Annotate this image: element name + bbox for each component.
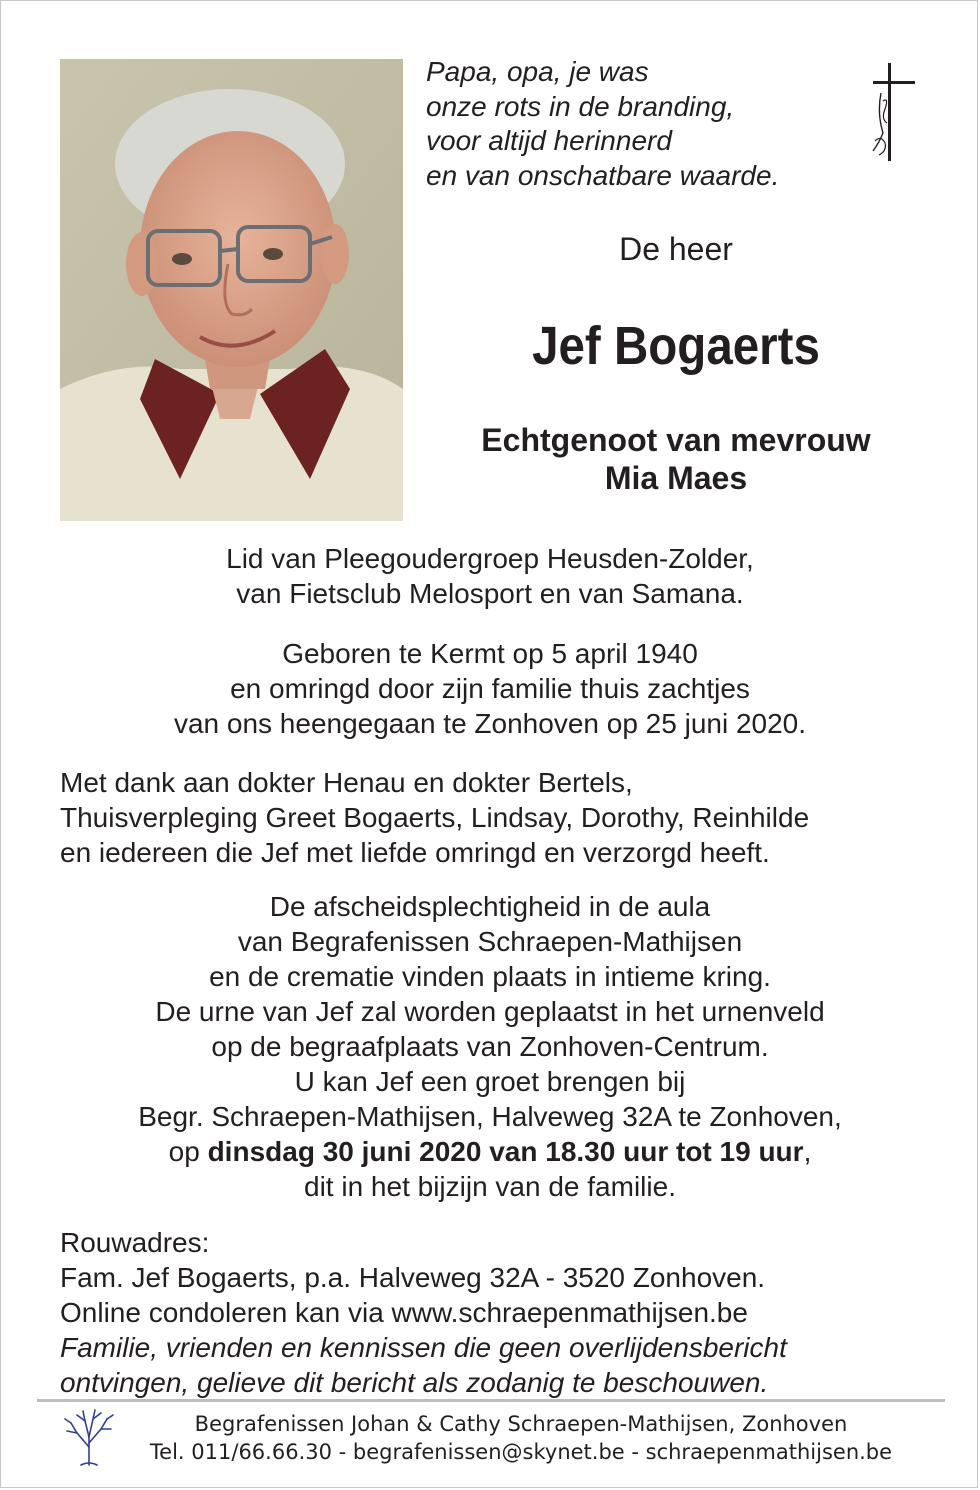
thanks-line: Met dank aan dokter Henau en dokter Bertels, [60, 767, 633, 798]
poem-line: en van onschatbare waarde. [426, 159, 780, 191]
ceremony-line: U kan Jef een groet brengen bij [294, 1066, 686, 1097]
birth-death-info [1, 636, 978, 741]
portrait-photo [60, 59, 403, 521]
thanks-line: Thuisverpleging Greet Bogaerts, Lindsay, Dorothy, Reinhilde [60, 802, 810, 833]
spouse-name: Mia Maes [604, 460, 748, 496]
ceremony-line: De urne van Jef zal worden geplaatst in het urnenveld [155, 996, 825, 1027]
ceremony-info [1, 889, 978, 1204]
tree-logo-icon [61, 1407, 117, 1467]
thanks [60, 765, 960, 870]
membership-line: Lid van Pleegoudergroep Heusden-Zolder, [226, 543, 754, 574]
poem-line: voor altijd herinnerd [426, 125, 672, 156]
ceremony-closing: dit in het bijzijn van de familie. [304, 1171, 676, 1202]
poem-line: onze rots in de branding, [426, 90, 735, 122]
funeral-home-name: Begrafenissen Johan & Cathy Schraepen-Mathijsen, Zonhoven [194, 1412, 848, 1436]
poem [426, 55, 846, 193]
deceased-name: Jef Bogaerts [532, 316, 820, 376]
mourning-label: Rouwadres: [60, 1227, 210, 1258]
ceremony-line: op de begraafplaats van Zonhoven-Centrum. [211, 1031, 769, 1062]
funeral-home-contact: Tel. 011/66.66.30 - begrafenissen@skynet.be - schraepenmathijsen.be [149, 1440, 893, 1464]
visit-date-time: dinsdag 30 juni 2020 van 18.30 uur tot 19 uur [207, 1136, 804, 1167]
ceremony-line: De afscheidsplechtigheid in de aula [269, 891, 711, 922]
ceremony-line: en de crematie vinden plaats in intieme kring. [209, 961, 771, 992]
visit-suffix: , [803, 1136, 812, 1167]
visit-line [1, 1134, 978, 1169]
spouse-info [431, 421, 921, 497]
ceremony-line: van Begrafenissen Schraepen-Mathijsen [237, 926, 743, 957]
birth-death-line: Geboren te Kermt op 5 april 1940 [282, 638, 698, 669]
notice-line: ontvingen, gelieve dit bericht als zodanig te beschouwen. [60, 1367, 769, 1398]
thanks-line: en iedereen die Jef met liefde omringd en verzorgd heeft. [60, 837, 770, 868]
birth-death-line: van ons heengegaan te Zonhoven op 25 juni 2020. [173, 708, 807, 739]
spouse-line: Echtgenoot van mevrouw [481, 422, 871, 458]
notice-line: Familie, vrienden en kennissen die geen overlijdensbericht [60, 1332, 787, 1363]
footer-divider [37, 1399, 945, 1402]
visit-prefix: op [168, 1136, 208, 1167]
cross-icon [867, 63, 919, 161]
portrait-illustration [60, 59, 403, 521]
memberships [1, 541, 978, 611]
birth-death-line: en omringd door zijn familie thuis zachtjes [230, 673, 750, 704]
membership-line: van Fietsclub Melosport en van Samana. [236, 578, 744, 609]
mourning-address [60, 1225, 960, 1400]
mourning-address-line: Fam. Jef Bogaerts, p.a. Halveweg 32A - 3520 Zonhoven. [60, 1262, 766, 1293]
poem-line: Papa, opa, je was [426, 56, 649, 87]
ceremony-line: Begr. Schraepen-Mathijsen, Halveweg 32A te Zonhoven, [138, 1101, 842, 1132]
online-condolence: Online condoleren kan via www.schraepenmathijsen.be [60, 1297, 748, 1328]
salutation: De heer [619, 231, 733, 267]
